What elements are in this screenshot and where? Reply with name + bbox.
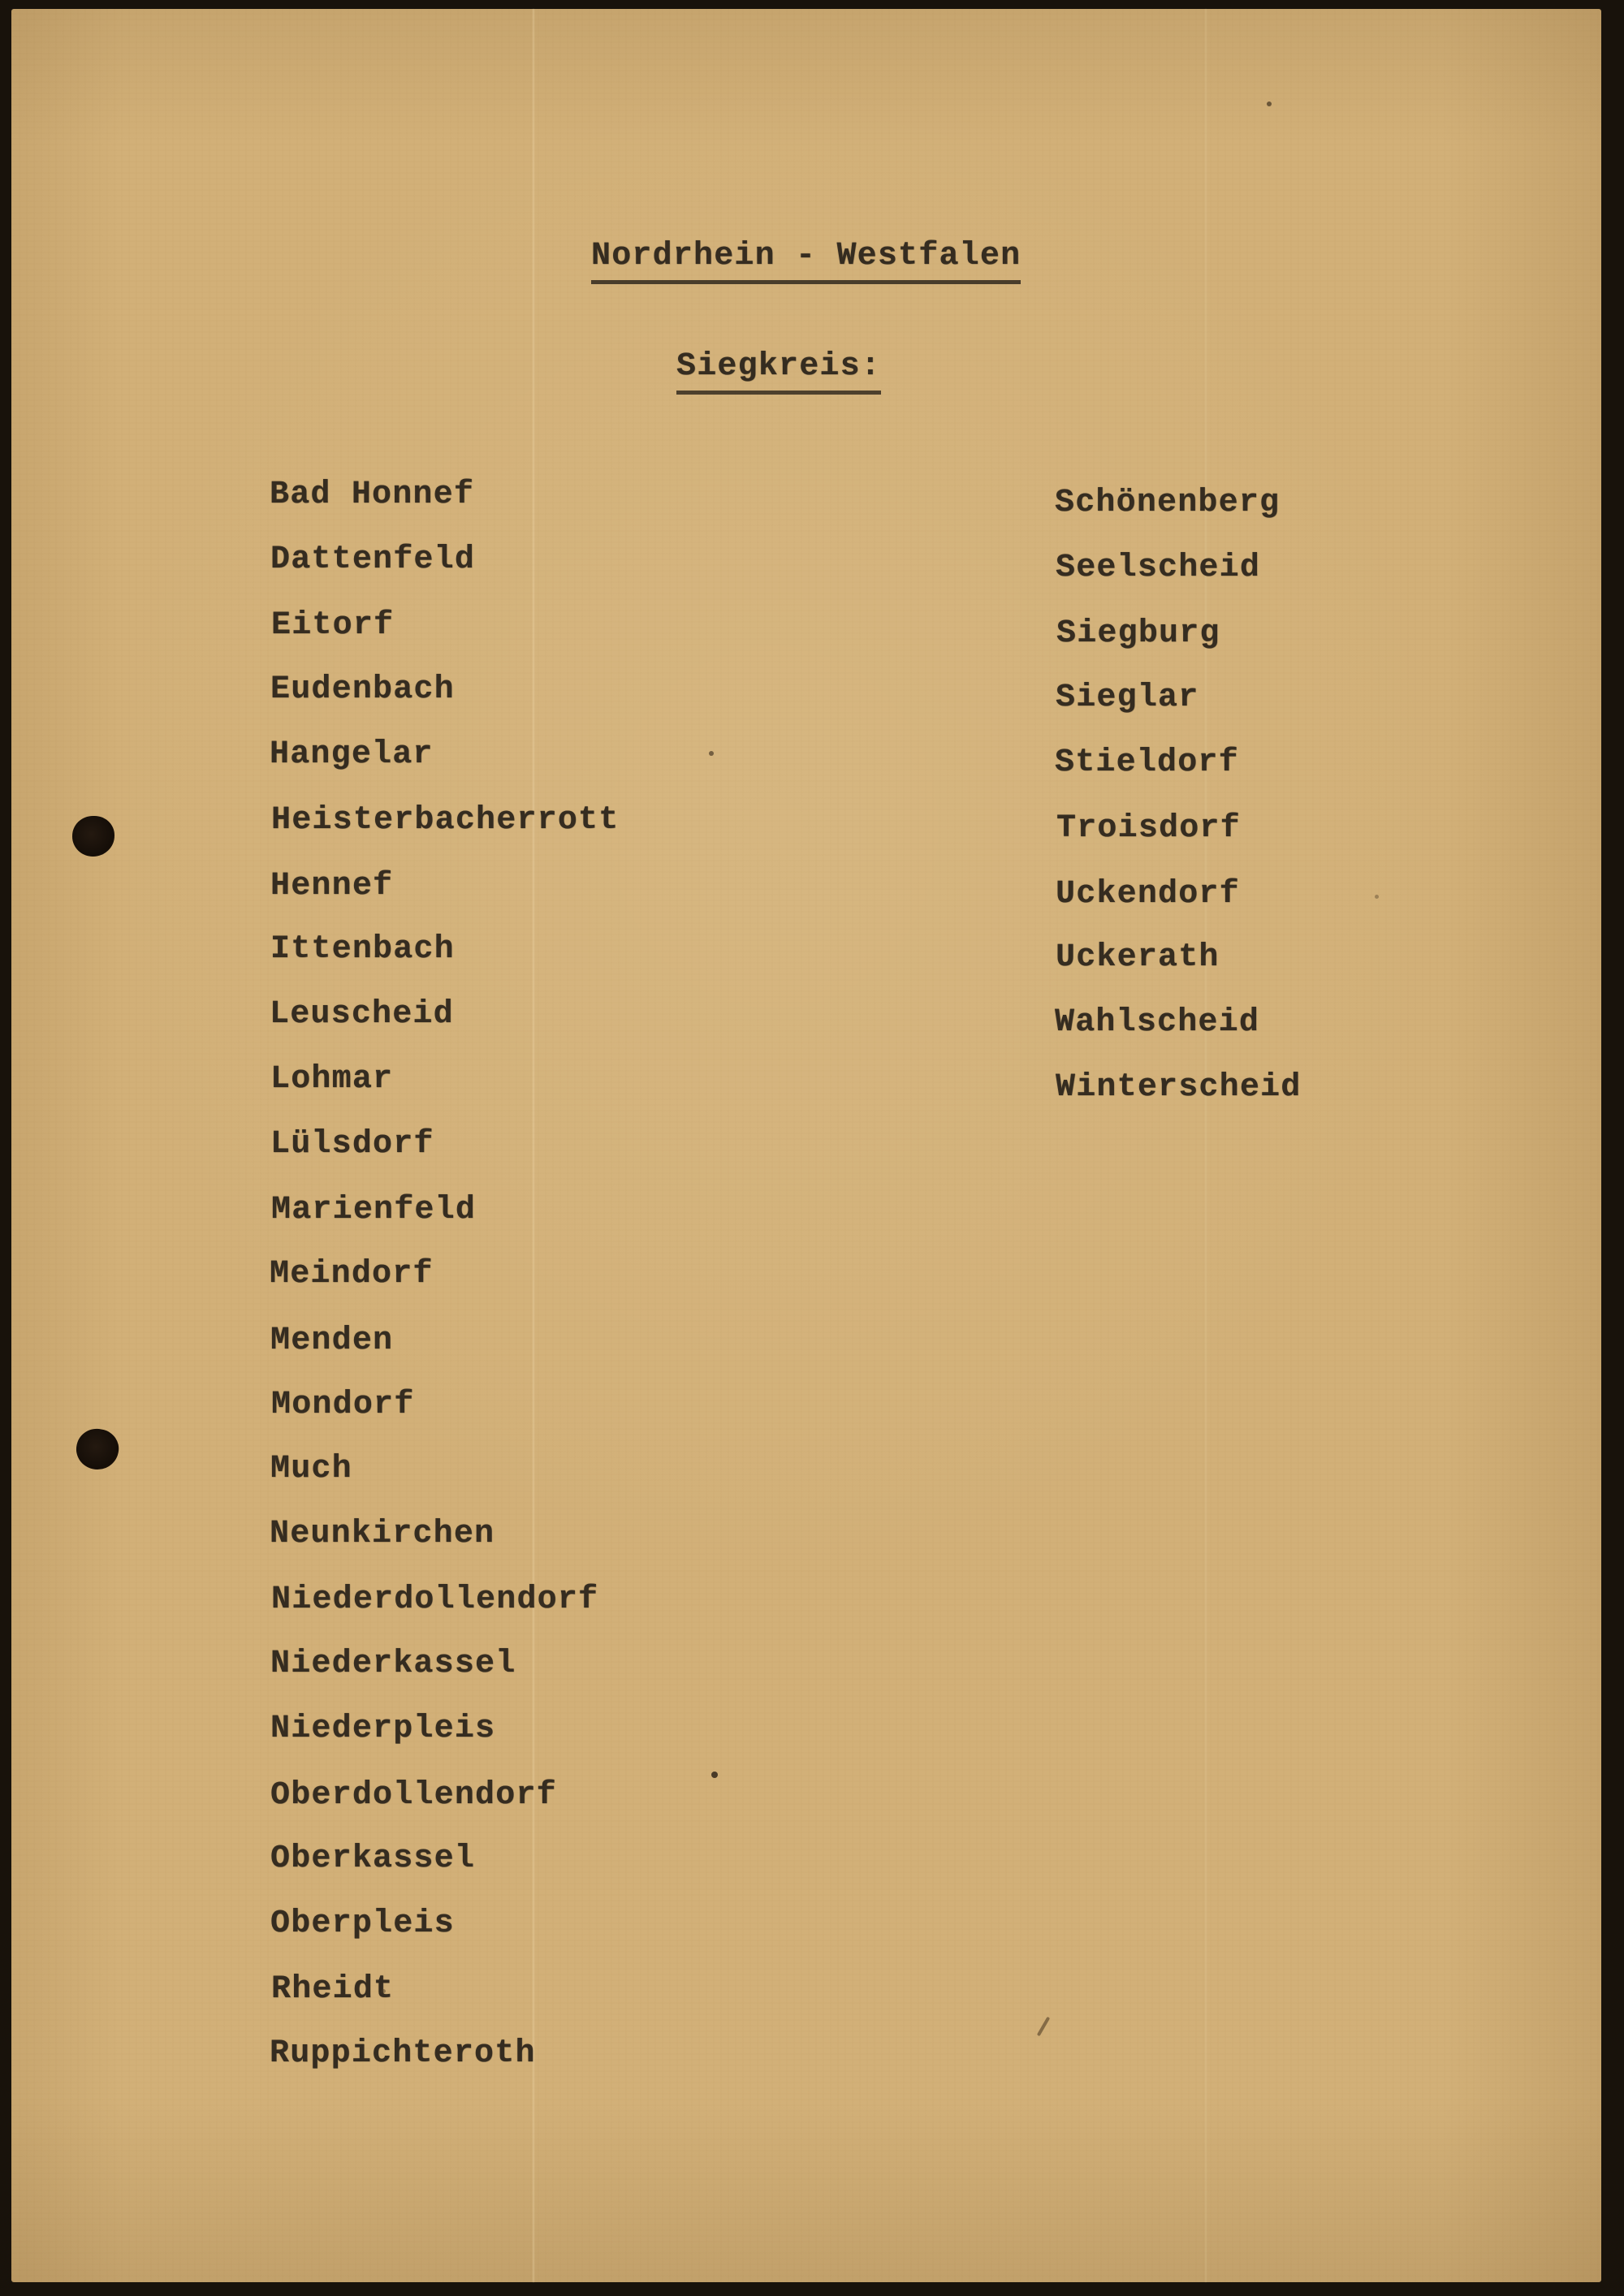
place-name-item: Bad Honnef <box>270 477 475 513</box>
place-name-item: Leuscheid <box>270 996 454 1033</box>
place-name-item: Sieglar <box>1056 680 1199 716</box>
place-name-item: Ruppichteroth <box>270 2035 536 2072</box>
place-name-item: Lülsdorf <box>270 1126 434 1163</box>
place-name-item: Wahlscheid <box>1055 1004 1260 1041</box>
place-name-item: Eitorf <box>271 607 395 644</box>
paper-speck <box>711 1772 718 1778</box>
place-name-item: Niederpleis <box>270 1711 496 1747</box>
place-name-item: Lohmar <box>270 1061 394 1098</box>
place-name-item: Much <box>270 1451 352 1487</box>
place-name-item: Uckerath <box>1056 939 1220 976</box>
place-name-item: Uckendorf <box>1056 876 1240 913</box>
page-subtitle: Siegkreis: <box>676 351 881 395</box>
place-name-item: Oberpleis <box>270 1905 455 1942</box>
place-name-item: Oberkassel <box>270 1841 476 1877</box>
place-name-item: Heisterbacherrott <box>271 802 620 839</box>
place-name-item: Meindorf <box>270 1256 434 1293</box>
place-name-item: Hennef <box>270 868 394 904</box>
place-name-item: Seelscheid <box>1056 550 1261 586</box>
place-name-item: Menden <box>270 1323 394 1359</box>
place-name-item: Neunkirchen <box>270 1516 495 1552</box>
page-title: Nordrhein - Westfalen <box>591 240 1021 284</box>
paper-speck <box>709 751 714 756</box>
paper-speck <box>381 1989 386 1993</box>
place-name-item: Mondorf <box>271 1387 415 1423</box>
place-name-item: Schönenberg <box>1055 485 1281 521</box>
place-name-item: Eudenbach <box>270 671 455 708</box>
place-name-item: Winterscheid <box>1056 1069 1302 1106</box>
place-name-item: Ittenbach <box>270 931 455 968</box>
paper-crease <box>1205 9 1207 2282</box>
place-name-item: Niederkassel <box>270 1646 516 1682</box>
paper-speck <box>1267 101 1272 106</box>
place-name-item: Oberdollendorf <box>270 1777 557 1814</box>
place-name-item: Niederdollendorf <box>271 1582 599 1618</box>
place-name-item: Rheidt <box>271 1971 395 2008</box>
place-name-item: Hangelar <box>270 736 434 773</box>
place-name-item: Marienfeld <box>271 1192 477 1228</box>
place-name-column-left <box>270 477 618 2101</box>
place-name-item: Siegburg <box>1056 615 1220 652</box>
paper-speck <box>1375 895 1379 899</box>
place-name-column-right <box>1056 486 1301 1135</box>
hole-punch <box>72 816 114 857</box>
place-name-item: Troisdorf <box>1056 810 1241 847</box>
place-name-item: Stieldorf <box>1055 744 1239 781</box>
place-name-item: Dattenfeld <box>270 542 476 578</box>
